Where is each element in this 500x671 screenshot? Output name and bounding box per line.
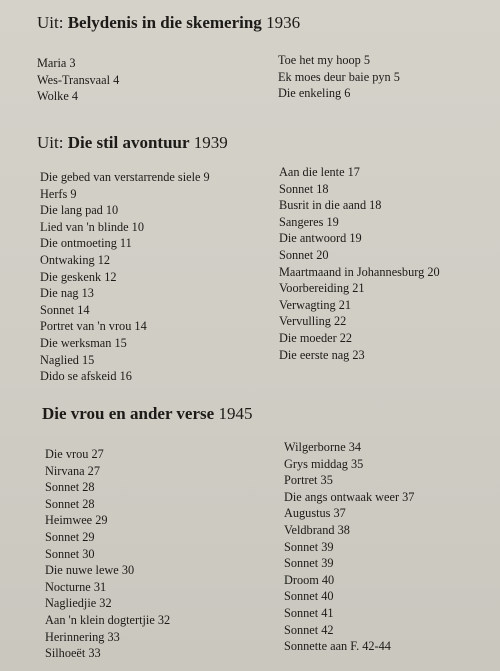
section-title xyxy=(37,13,300,33)
poem-entry: Wolke 4 xyxy=(37,89,79,104)
poem-entry: Die werksman 15 xyxy=(40,335,127,350)
poem-entry: Dido se afskeid 16 xyxy=(40,369,132,384)
poem-entry: Nagliedjie 32 xyxy=(45,596,112,611)
poem-entry: Maria 3 xyxy=(37,56,76,70)
poem-entry: Sangeres 19 xyxy=(279,214,339,229)
poem-entry: Grys middag 35 xyxy=(284,456,364,471)
poem-entry: Ek moes deur baie pyn 5 xyxy=(278,69,400,84)
poem-entry: Busrit in die aand 18 xyxy=(279,198,382,213)
poem-entry: Wilgerborne 34 xyxy=(284,440,362,454)
poem-entry: Die ontmoeting 11 xyxy=(40,236,132,251)
poem-entry: Die angs ontwaak weer 37 xyxy=(284,489,415,504)
section-prefix: Uit: xyxy=(37,133,68,152)
poem-entry: Sonnet 28 xyxy=(45,480,95,495)
poem-entry: Sonnet 30 xyxy=(45,546,95,561)
poem-entry: Die lang pad 10 xyxy=(40,203,119,218)
poem-list-right xyxy=(279,164,440,363)
poem-entry: Verwagting 21 xyxy=(279,297,352,312)
poem-entry: Sonnet 14 xyxy=(40,302,90,317)
poem-entry: Ontwaking 12 xyxy=(40,252,111,267)
poem-entry: Die nuwe lewe 30 xyxy=(45,563,135,578)
section-year: 1945 xyxy=(218,404,253,423)
section-year: 1936 xyxy=(266,13,301,32)
poem-entry: Sonnet 42 xyxy=(284,622,334,637)
section-title xyxy=(42,404,252,424)
poem-entry: Droom 40 xyxy=(284,572,335,587)
section-title-text: Die stil avontuur xyxy=(67,133,190,152)
poem-entry: Die vrou 27 xyxy=(45,447,104,461)
poem-list-right xyxy=(284,439,414,655)
poem-entry: Sonnet 41 xyxy=(284,605,334,620)
poem-entry: Sonnet 40 xyxy=(284,589,334,604)
poem-entry: Sonnette aan F. 42-44 xyxy=(284,639,391,654)
poem-entry: Herinnering 33 xyxy=(45,629,120,644)
poem-entry: Die gebed van verstarrende siele 9 xyxy=(40,170,210,184)
poem-entry: Die eerste nag 23 xyxy=(279,347,365,362)
section-year: 1939 xyxy=(193,133,228,152)
poem-entry: Lied van 'n blinde 10 xyxy=(40,219,144,234)
poem-entry: Voorbereiding 21 xyxy=(279,281,365,296)
poem-entry: Augustus 37 xyxy=(284,506,346,521)
poem-list-left xyxy=(40,169,210,385)
poem-entry: Veldbrand 38 xyxy=(284,522,350,537)
poem-list-right xyxy=(278,52,400,102)
section-title-text: Die vrou en ander verse xyxy=(42,404,215,423)
section-title xyxy=(37,133,228,153)
poem-entry: Aan die lente 17 xyxy=(279,165,360,179)
poem-entry: Portret 35 xyxy=(284,473,333,488)
poem-entry: Sonnet 20 xyxy=(279,247,329,262)
poem-entry: Sonnet 39 xyxy=(284,539,334,554)
poem-entry: Die moeder 22 xyxy=(279,330,353,345)
poem-entry: Sonnet 18 xyxy=(279,181,329,196)
poem-entry: Toe het my hoop 5 xyxy=(278,53,371,67)
poem-entry: Maartmaand in Johannesburg 20 xyxy=(279,264,440,279)
section-prefix: Uit: xyxy=(37,13,68,32)
poem-entry: Herfs 9 xyxy=(40,186,77,201)
section-title-text: Belydenis in die skemering xyxy=(67,13,262,32)
poem-entry: Wes-Transvaal 4 xyxy=(37,72,120,87)
poem-entry: Silhoeët 33 xyxy=(45,646,101,661)
poem-entry: Die enkeling 6 xyxy=(278,86,351,101)
poem-entry: Die antwoord 19 xyxy=(279,231,362,246)
poem-entry: Nocturne 31 xyxy=(45,579,107,594)
poem-entry: Vervulling 22 xyxy=(279,314,347,329)
poem-entry: Sonnet 29 xyxy=(45,529,95,544)
poem-entry: Die nag 13 xyxy=(40,286,94,301)
poem-entry: Portret van 'n vrou 14 xyxy=(40,319,147,334)
poem-entry: Sonnet 28 xyxy=(45,496,95,511)
poem-list-left xyxy=(37,55,119,105)
poem-list-left xyxy=(45,446,170,662)
poem-entry: Nirvana 27 xyxy=(45,463,100,478)
poem-entry: Aan 'n klein dogtertjie 32 xyxy=(45,612,171,627)
poem-entry: Naglied 15 xyxy=(40,352,95,367)
poem-entry: Die geskenk 12 xyxy=(40,269,117,284)
poem-entry: Heimwee 29 xyxy=(45,513,108,528)
poem-entry: Sonnet 39 xyxy=(284,556,334,571)
